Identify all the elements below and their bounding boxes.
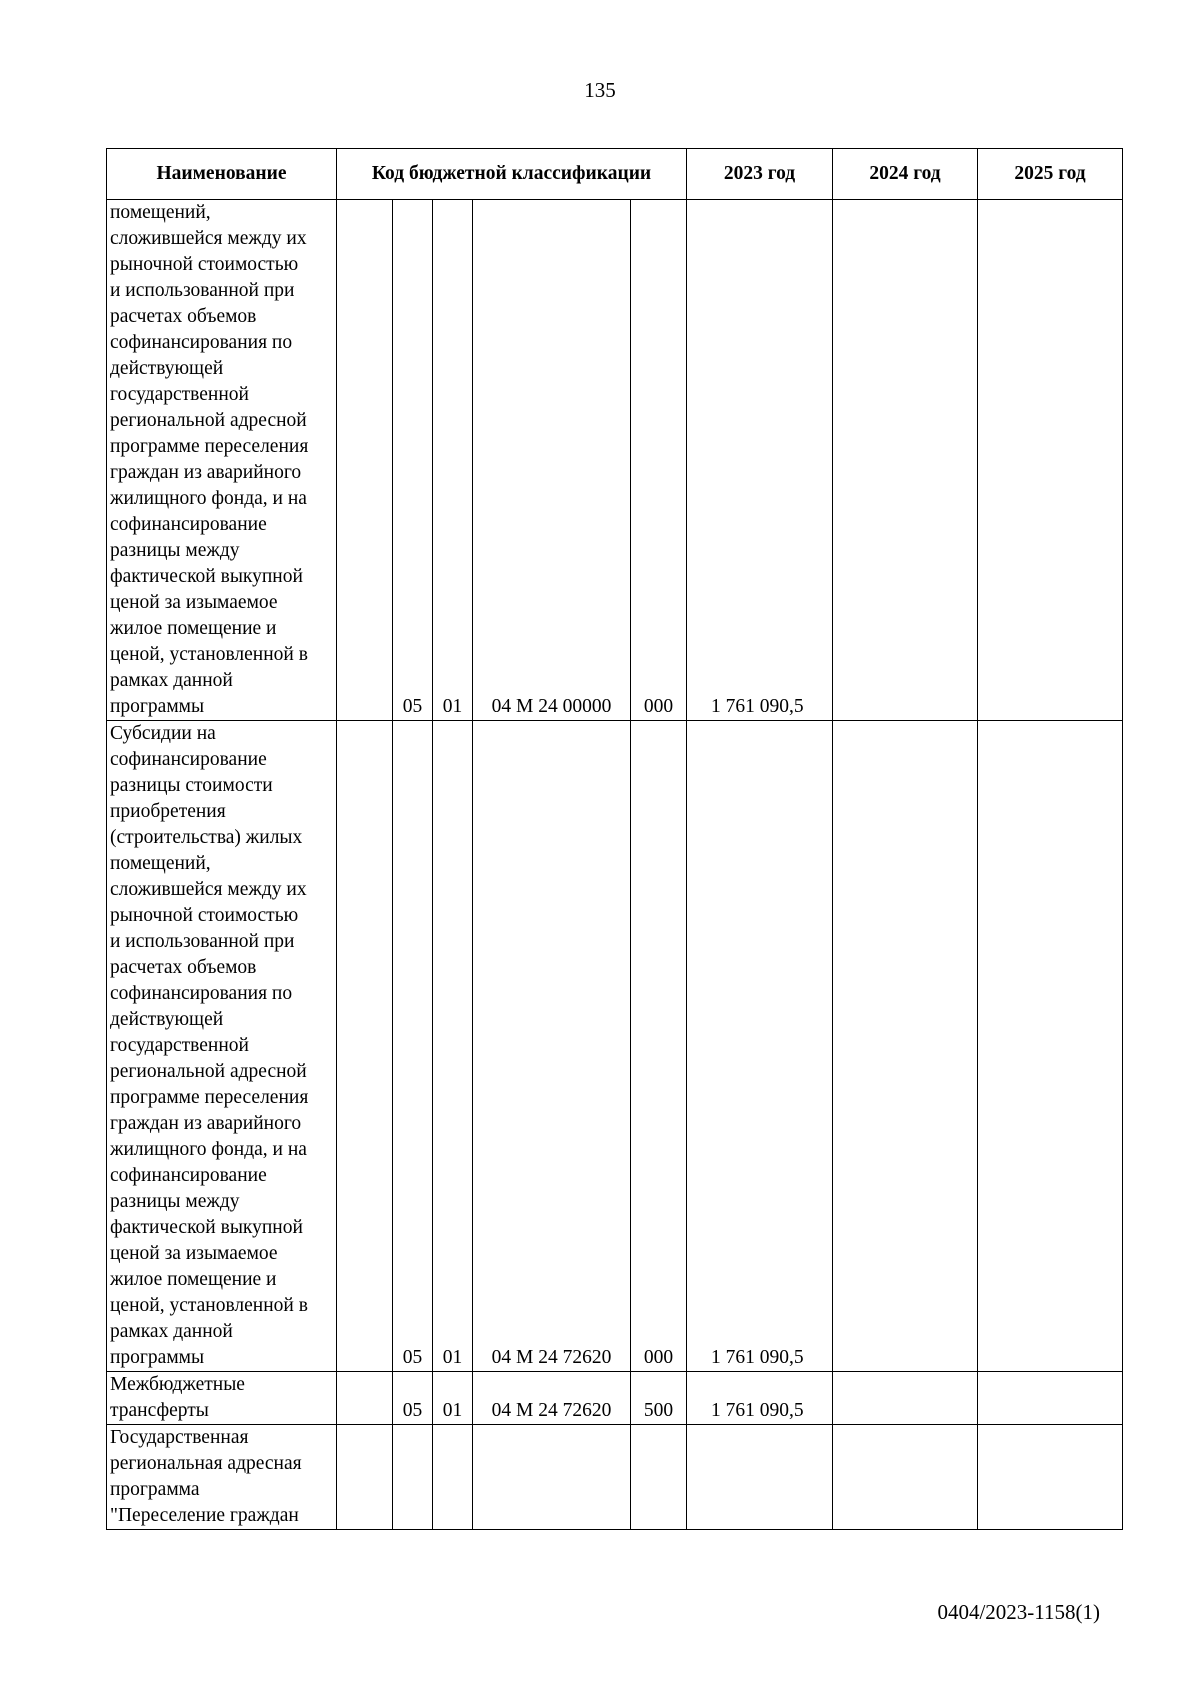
name-line: программы <box>110 696 205 717</box>
name-line: Государственная <box>110 1427 249 1448</box>
name-line: рамках данной <box>110 670 233 691</box>
name-line: региональная адресная <box>110 1453 302 1474</box>
name-line: разницы между <box>110 540 240 561</box>
name-line: программа <box>110 1479 200 1500</box>
cell-target-article: 04 М 24 00000 <box>473 200 631 721</box>
cell-subsection: 01 <box>433 1372 473 1425</box>
header-code: Код бюджетной классификации <box>337 149 687 200</box>
name-line: и использованной при <box>110 931 295 952</box>
name-line: ценой, установленной в <box>110 1295 308 1316</box>
cell-2025 <box>978 721 1123 1372</box>
name-line: рыночной стоимостью <box>110 254 299 275</box>
name-line: действующей <box>110 358 224 379</box>
cell-2024 <box>833 1425 978 1530</box>
page-number: 135 <box>584 78 616 102</box>
name-line: ценой, установленной в <box>110 644 308 665</box>
name-line: фактической выкупной <box>110 1217 303 1238</box>
name-line: региональной адресной <box>110 1061 307 1082</box>
cell-subsection: 01 <box>433 200 473 721</box>
cell-2024 <box>833 1372 978 1425</box>
cell-2023: 1 761 090,5 <box>687 721 833 1372</box>
table-row <box>107 1372 1123 1425</box>
name-line: софинансирование <box>110 749 267 770</box>
cell-blank <box>337 721 393 1372</box>
cell-target-article: 04 М 24 72620 <box>473 1372 631 1425</box>
document-id: 0404/2023-1158(1) <box>937 1600 1100 1624</box>
cell-subsection <box>433 1425 473 1530</box>
name-line: (строительства) жилых <box>110 827 303 848</box>
name-line: Межбюджетные <box>110 1374 245 1395</box>
cell-2025 <box>978 200 1123 721</box>
name-line: граждан из аварийного <box>110 462 302 483</box>
cell-target-article <box>473 1425 631 1530</box>
header-name: Наименование <box>107 149 337 200</box>
cell-section: 05 <box>393 1372 433 1425</box>
cell-2024 <box>833 200 978 721</box>
name-line: и использованной при <box>110 280 295 301</box>
name-line: жилое помещение и <box>110 1269 277 1290</box>
name-line: программы <box>110 1347 205 1368</box>
cell-expense-type: 000 <box>631 721 687 1372</box>
header-2023: 2023 год <box>687 149 833 200</box>
cell-2023 <box>687 1425 833 1530</box>
cell-2025 <box>978 1425 1123 1530</box>
cell-name <box>107 1425 337 1530</box>
cell-blank <box>337 1372 393 1425</box>
name-line: софинансирования по <box>110 332 293 353</box>
table-row <box>107 721 1123 1372</box>
name-line: жилое помещение и <box>110 618 277 639</box>
name-line: разницы между <box>110 1191 240 1212</box>
table-header-row <box>107 149 1123 200</box>
name-line: сложившейся между их <box>110 879 307 900</box>
name-line: расчетах объемов <box>110 306 257 327</box>
name-line: софинансирование <box>110 514 267 535</box>
cell-section <box>393 1425 433 1530</box>
name-line: софинансирования по <box>110 983 293 1004</box>
name-line: расчетах объемов <box>110 957 257 978</box>
name-line: "Переселение граждан <box>110 1505 299 1526</box>
cell-2024 <box>833 721 978 1372</box>
cell-subsection: 01 <box>433 721 473 1372</box>
name-line: разницы стоимости <box>110 775 273 796</box>
name-line: государственной <box>110 384 249 405</box>
cell-2025 <box>978 1372 1123 1425</box>
cell-name <box>107 721 337 1372</box>
budget-table <box>106 148 1123 1530</box>
cell-blank <box>337 200 393 721</box>
table-row <box>107 1425 1123 1530</box>
cell-2023: 1 761 090,5 <box>687 1372 833 1425</box>
cell-expense-type <box>631 1425 687 1530</box>
cell-section: 05 <box>393 200 433 721</box>
name-line: рамках данной <box>110 1321 233 1342</box>
name-line: помещений, <box>110 202 211 223</box>
name-line: жилищного фонда, и на <box>110 1139 307 1160</box>
name-line: фактической выкупной <box>110 566 303 587</box>
name-line: государственной <box>110 1035 249 1056</box>
name-line: помещений, <box>110 853 211 874</box>
cell-expense-type: 500 <box>631 1372 687 1425</box>
name-line: ценой за изымаемое <box>110 1243 278 1264</box>
name-line: региональной адресной <box>110 410 307 431</box>
cell-target-article: 04 М 24 72620 <box>473 721 631 1372</box>
name-line: рыночной стоимостью <box>110 905 299 926</box>
cell-blank <box>337 1425 393 1530</box>
header-2025: 2025 год <box>978 149 1123 200</box>
name-line: жилищного фонда, и на <box>110 488 307 509</box>
name-line: граждан из аварийного <box>110 1113 302 1134</box>
name-line: трансферты <box>110 1400 209 1421</box>
cell-2023: 1 761 090,5 <box>687 200 833 721</box>
name-line: действующей <box>110 1009 224 1030</box>
header-2024: 2024 год <box>833 149 978 200</box>
table-row <box>107 200 1123 721</box>
name-line: софинансирование <box>110 1165 267 1186</box>
cell-expense-type: 000 <box>631 200 687 721</box>
name-line: программе переселения <box>110 436 309 457</box>
name-line: программе переселения <box>110 1087 309 1108</box>
name-line: Субсидии на <box>110 723 216 744</box>
name-line: ценой за изымаемое <box>110 592 278 613</box>
table-body <box>107 200 1123 1530</box>
cell-name <box>107 200 337 721</box>
name-line: сложившейся между их <box>110 228 307 249</box>
name-line: приобретения <box>110 801 226 822</box>
cell-section: 05 <box>393 721 433 1372</box>
cell-name <box>107 1372 337 1425</box>
